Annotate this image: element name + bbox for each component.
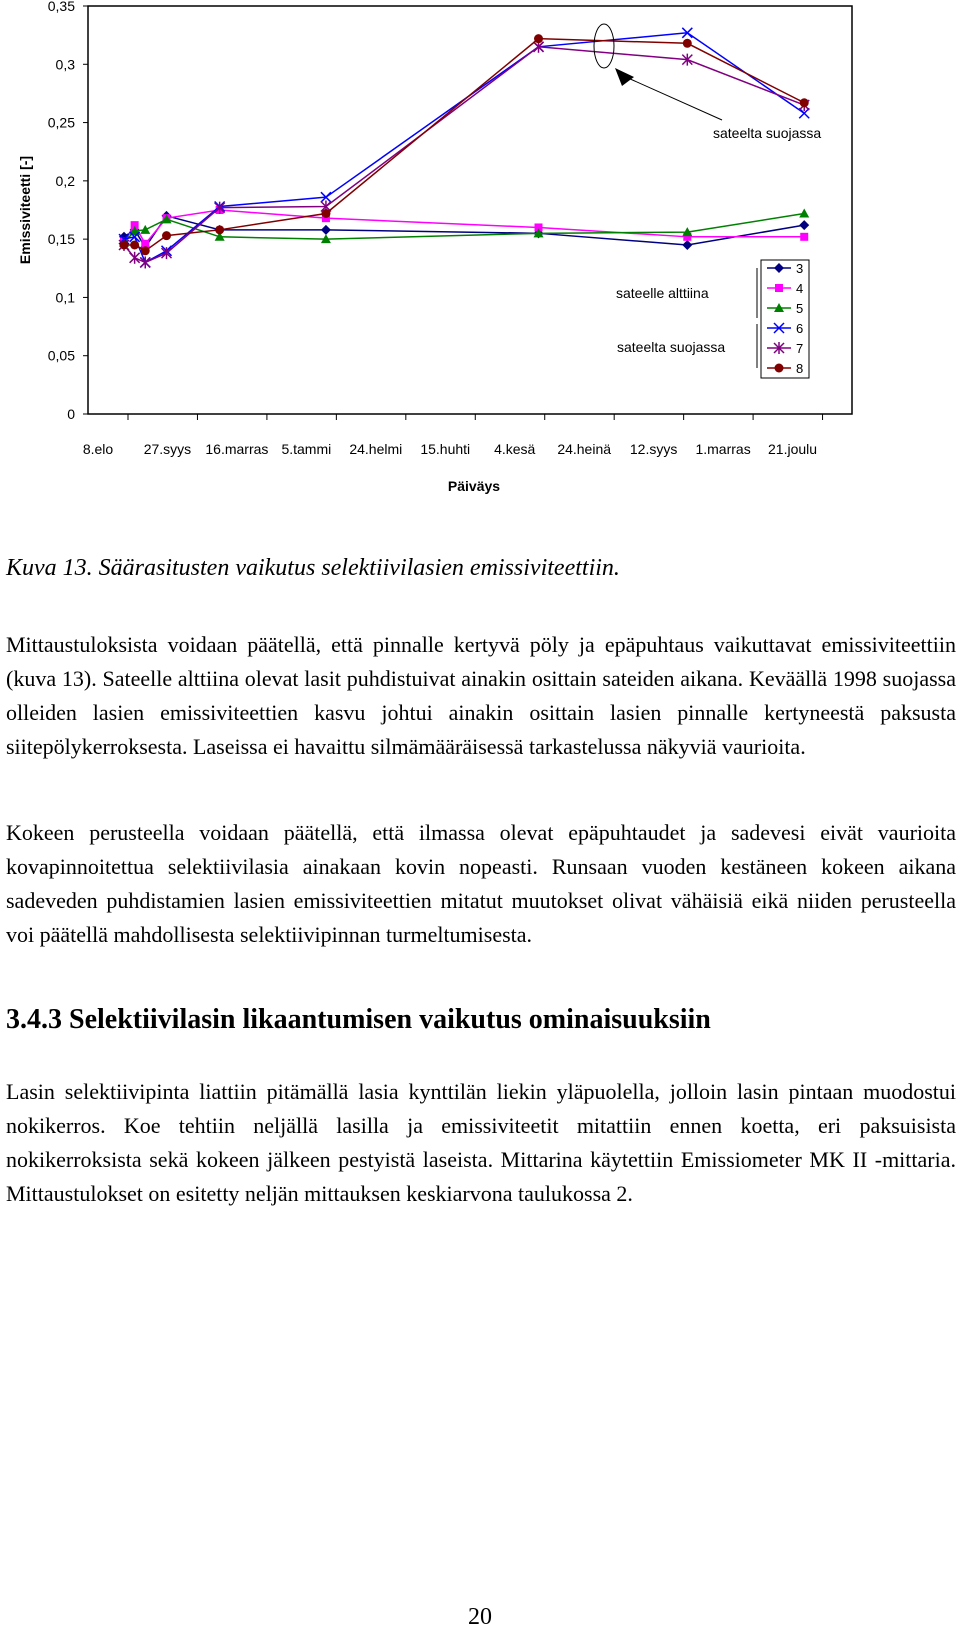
x-tick-label: 4.kesä bbox=[494, 441, 536, 457]
data-point bbox=[799, 208, 809, 217]
series-7 bbox=[119, 41, 809, 269]
data-point bbox=[799, 220, 809, 230]
paragraph-2: Kokeen perusteella voidaan päätellä, että ilmassa olevat epäpuhtaudet ja sadevesi eivät vaurioita kovapinnoitettua selektiivilasia ainakaan kovin nopeasti. Runsaan vuoden kestäneen kokeen aikana sadeveden puhdistamien lasien emissiviteettien mitatut muutokset olivat vähäisiä eikä niiden perusteella voi päätellä mahdollisesta selektiivipinnan turmeltumisesta. bbox=[6, 820, 956, 947]
paragraph-3: Lasin selektiivipinta liattiin pitämällä lasia kynttilän liekin yläpuolella, jolloin lasin pintaan muodostui nokikerros. Koe tehtiin neljällä lasilla ja emissiviteetit mitattiin ennen koetta, eri paksuisista nokikerroksista sekä kokeen jälkeen pestyistä laseista. Mittarina käytettiin Emissiometer MK II -mittaria. Mittaustulokset on esitetty neljän mittauksen keskiarvona taulukossa 2. bbox=[6, 1079, 956, 1206]
y-tick-label: 0,35 bbox=[47, 0, 75, 14]
data-point bbox=[321, 225, 331, 235]
series-line bbox=[124, 216, 804, 247]
legend-label: 8 bbox=[796, 361, 804, 376]
y-axis bbox=[17, 0, 88, 422]
data-point bbox=[775, 364, 784, 373]
x-axis-title: Päiväys bbox=[447, 478, 501, 494]
x-tick-label: 1.marras bbox=[695, 441, 751, 457]
legend bbox=[761, 260, 809, 378]
paragraph-1: Mittaustuloksista voidaan päätellä, että pinnalle kertyvä pöly ja epäpuhtaus vaikuttavat emissiviteettiin (kuva 13). Sateelle alttiina olevat lasit puhdistuivat ainakin osittain sateiden aikana. Keväällä 1998 suojassa olleiden lasien emissiviteettien kasvu johtui ainakin osittain lasien pinnalle kertyneestä paksusta siitepölykerroksesta. Laseissa ei havaittu silmämääräisessä tarkastelussa näkyviä vaurioita. bbox=[6, 632, 956, 759]
data-point bbox=[800, 233, 808, 241]
x-tick-label: 5.tammi bbox=[281, 441, 332, 457]
legend-label: 6 bbox=[796, 321, 804, 336]
legend-label: 4 bbox=[796, 281, 804, 296]
y-tick-label: 0,25 bbox=[47, 114, 75, 131]
data-point bbox=[140, 225, 150, 234]
x-tick-label: 24.heinä bbox=[557, 441, 612, 457]
legend-label: 5 bbox=[796, 301, 804, 316]
x-tick-label: 8.elo bbox=[82, 441, 114, 457]
annotation-protected-bottom: sateelta suojassa bbox=[617, 339, 726, 355]
y-tick-label: 0,1 bbox=[55, 289, 75, 306]
annotation-protected-top: sateelta suojassa bbox=[713, 125, 822, 141]
annotation-pointer bbox=[628, 78, 722, 120]
x-tick-label: 12.syys bbox=[629, 441, 678, 457]
annotation-exposed: sateelle alttiina bbox=[616, 285, 709, 301]
arrow-head bbox=[615, 68, 634, 86]
emissivity-chart bbox=[0, 0, 960, 510]
data-point bbox=[321, 209, 330, 218]
data-point bbox=[162, 231, 171, 240]
series-line bbox=[124, 210, 804, 244]
data-point bbox=[130, 240, 139, 249]
x-tick-label: 27.syys bbox=[143, 441, 192, 457]
data-point bbox=[141, 246, 150, 255]
y-tick-label: 0,3 bbox=[55, 56, 75, 73]
data-point bbox=[140, 256, 150, 268]
data-point bbox=[120, 240, 129, 249]
data-point bbox=[775, 284, 783, 292]
x-tick-label: 24.helmi bbox=[349, 441, 403, 457]
legend-label: 7 bbox=[796, 341, 804, 356]
x-tick-label: 21.joulu bbox=[768, 441, 818, 457]
y-tick-label: 0,15 bbox=[47, 231, 75, 248]
data-point bbox=[682, 240, 692, 250]
x-tick-label: 15.huhti bbox=[420, 441, 471, 457]
series-line bbox=[124, 39, 804, 251]
figure-caption: Kuva 13. Säärasitusten vaikutus selektiivilasien emissiviteettiin. bbox=[6, 555, 620, 581]
section-heading: 3.4.3 Selektiivilasin likaantumisen vaikutus ominaisuuksiin bbox=[6, 1004, 711, 1035]
data-point bbox=[130, 252, 140, 264]
y-axis-title: Emissiviteetti [-] bbox=[17, 155, 33, 265]
legend-label: 3 bbox=[796, 261, 804, 276]
highlight-ellipse bbox=[594, 24, 614, 68]
series-line bbox=[124, 213, 804, 242]
y-tick-label: 0,05 bbox=[47, 347, 75, 364]
y-tick-label: 0,2 bbox=[55, 172, 75, 189]
data-point bbox=[534, 34, 543, 43]
x-tick-label: 16.marras bbox=[205, 441, 269, 457]
data-point bbox=[215, 225, 224, 234]
data-point bbox=[800, 98, 809, 107]
y-tick-label: 0 bbox=[67, 406, 75, 422]
series-layer bbox=[119, 28, 809, 269]
series-line bbox=[124, 33, 804, 263]
page-number: 20 bbox=[468, 1604, 492, 1630]
x-axis bbox=[83, 414, 823, 494]
data-point bbox=[683, 39, 692, 48]
